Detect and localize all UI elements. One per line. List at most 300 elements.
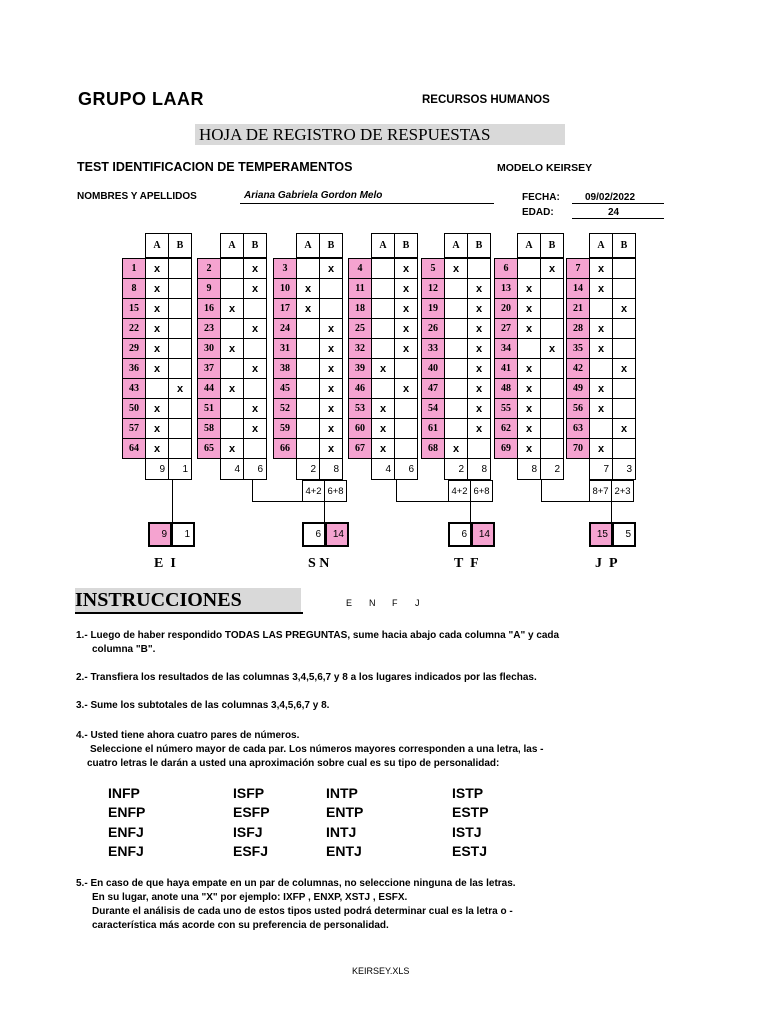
question-number: 69 (494, 438, 518, 459)
answer-b-cell (540, 378, 564, 399)
answer-a-cell: x (444, 258, 468, 279)
answer-b-cell (168, 298, 192, 319)
question-number: 63 (566, 418, 590, 439)
question-number: 38 (273, 358, 297, 379)
question-number: 11 (348, 278, 372, 299)
sum-a-cell: 7 (589, 458, 613, 480)
column-header-b: B (243, 233, 267, 258)
total-letters: J P (595, 556, 618, 571)
personality-type: INTJ (326, 824, 357, 840)
date-underline (572, 203, 664, 204)
total-left-cell: 9 (148, 522, 172, 547)
question-number: 57 (122, 418, 146, 439)
question-number: 33 (421, 338, 445, 359)
model-name: MODELO KEIRSEY (497, 162, 593, 174)
connector-line (252, 480, 253, 502)
answer-b-cell: x (394, 318, 418, 339)
instruction-4c: cuatro letras le darán a usted una aproximación sobre cual es su tipo de personalidad: (87, 758, 500, 769)
question-number: 10 (273, 278, 297, 299)
answer-b-cell: x (467, 298, 491, 319)
answer-b-cell: x (467, 378, 491, 399)
answer-b-cell (168, 278, 192, 299)
question-number: 52 (273, 398, 297, 419)
question-number: 41 (494, 358, 518, 379)
answer-a-cell: x (145, 318, 169, 339)
answer-b-cell (394, 398, 418, 419)
answer-b-cell: x (243, 318, 267, 339)
answer-b-cell: x (243, 358, 267, 379)
answer-b-cell (168, 418, 192, 439)
answer-a-cell (220, 398, 244, 419)
question-number: 40 (421, 358, 445, 379)
answer-a-cell (220, 278, 244, 299)
answer-a-cell (371, 278, 395, 299)
answer-b-cell: x (319, 398, 343, 419)
question-number: 26 (421, 318, 445, 339)
question-number: 3 (273, 258, 297, 279)
answer-a-cell (145, 378, 169, 399)
answer-b-cell (168, 318, 192, 339)
column-header-b: B (467, 233, 491, 258)
question-number: 23 (197, 318, 221, 339)
total-letters: T F (454, 556, 479, 571)
answer-b-cell: x (467, 418, 491, 439)
sum-a-cell: 4 (220, 458, 244, 480)
answer-b-cell: x (243, 398, 267, 419)
answer-b-cell: x (467, 338, 491, 359)
answer-b-cell: x (540, 258, 564, 279)
question-number: 51 (197, 398, 221, 419)
answer-a-cell (371, 378, 395, 399)
question-number: 60 (348, 418, 372, 439)
instruction-3: 3.- Sume los subtotales de las columnas 3,4,5,6,7 y 8. (76, 700, 330, 711)
instruction-1a: 1.- Luego de haber respondido TODAS LAS PREGUNTAS, sume hacia abajo cada columna "A" y cada (76, 630, 560, 641)
answer-a-cell (444, 358, 468, 379)
answer-a-cell (220, 318, 244, 339)
answer-a-cell (444, 318, 468, 339)
age-underline (572, 218, 664, 219)
sum-a-cell: 2 (296, 458, 320, 480)
answer-a-cell: x (145, 338, 169, 359)
total-letters: E I (154, 556, 176, 571)
answer-a-cell (589, 298, 613, 319)
date-value: 09/02/2022 (585, 192, 636, 203)
answer-a-cell: x (589, 438, 613, 459)
question-number: 43 (122, 378, 146, 399)
answer-a-cell (220, 418, 244, 439)
answer-a-cell: x (589, 258, 613, 279)
date-label: FECHA: (522, 192, 560, 203)
question-number: 30 (197, 338, 221, 359)
answer-b-cell (168, 438, 192, 459)
answer-a-cell: x (145, 398, 169, 419)
answer-b-cell: x (394, 338, 418, 359)
answer-b-cell: x (319, 418, 343, 439)
answer-a-cell: x (220, 378, 244, 399)
instruction-1b: columna "B". (92, 644, 156, 655)
column-header-b: B (612, 233, 636, 258)
question-number: 50 (122, 398, 146, 419)
answer-b-cell (243, 438, 267, 459)
answer-b-cell (612, 338, 636, 359)
connector-line (541, 501, 589, 502)
question-number: 1 (122, 258, 146, 279)
result-letter: E (346, 598, 353, 608)
question-number: 37 (197, 358, 221, 379)
result-letters (346, 598, 438, 608)
question-number: 47 (421, 378, 445, 399)
sum-b-cell: 8 (467, 458, 491, 480)
question-number: 48 (494, 378, 518, 399)
question-number: 64 (122, 438, 146, 459)
question-number: 13 (494, 278, 518, 299)
answer-b-cell (168, 358, 192, 379)
answer-b-cell: x (467, 398, 491, 419)
connector-line (396, 501, 448, 502)
answer-b-cell (612, 438, 636, 459)
sum-b-cell: 3 (612, 458, 636, 480)
answer-b-cell: x (540, 338, 564, 359)
question-number: 59 (273, 418, 297, 439)
age-label: EDAD: (522, 207, 554, 218)
sum-b-cell: 6 (394, 458, 418, 480)
total-right-cell: 5 (612, 522, 636, 547)
answer-a-cell: x (517, 418, 541, 439)
column-header-b: B (319, 233, 343, 258)
answer-b-cell (394, 418, 418, 439)
sum-b-cell: 8 (319, 458, 343, 480)
answer-a-cell: x (371, 418, 395, 439)
answer-a-cell (371, 258, 395, 279)
personality-type: ISFP (233, 785, 265, 801)
answer-a-cell (444, 298, 468, 319)
connector-line (252, 501, 302, 502)
answer-b-cell (612, 278, 636, 299)
answer-b-cell (467, 258, 491, 279)
answer-a-cell (371, 298, 395, 319)
answer-b-cell (612, 258, 636, 279)
result-letter: N (369, 598, 376, 608)
answer-b-cell (540, 318, 564, 339)
answer-a-cell: x (589, 278, 613, 299)
answer-b-cell: x (319, 358, 343, 379)
company-name: GRUPO LAAR (78, 89, 204, 109)
names-underline (240, 203, 494, 204)
answer-b-cell: x (168, 378, 192, 399)
instruction-5d: característica más acorde con su preferencia de personalidad. (92, 920, 389, 931)
answer-b-cell (540, 398, 564, 419)
column-header-a: A (589, 233, 613, 258)
personality-type: ENFJ (108, 824, 144, 840)
personality-type: ENTJ (326, 843, 362, 859)
question-number: 29 (122, 338, 146, 359)
personality-type: ISTP (452, 785, 484, 801)
answer-b-cell (540, 278, 564, 299)
answer-a-cell (296, 378, 320, 399)
answer-b-cell: x (467, 358, 491, 379)
question-number: 22 (122, 318, 146, 339)
answer-b-cell: x (467, 278, 491, 299)
connector-line (396, 480, 397, 502)
column-header-a: A (220, 233, 244, 258)
age-value: 24 (608, 207, 620, 218)
answer-a-cell: x (589, 338, 613, 359)
question-number: 56 (566, 398, 590, 419)
question-number: 55 (494, 398, 518, 419)
total-left-cell: 6 (302, 522, 326, 547)
answer-b-cell (467, 438, 491, 459)
question-number: 66 (273, 438, 297, 459)
answer-a-cell (444, 398, 468, 419)
connector-line (541, 480, 542, 502)
question-number: 39 (348, 358, 372, 379)
sum-a-cell: 9 (145, 458, 169, 480)
connector-line (324, 502, 325, 522)
answer-b-cell: x (243, 278, 267, 299)
answer-a-cell: x (145, 298, 169, 319)
answer-b-cell (540, 438, 564, 459)
instructions-heading (75, 588, 303, 614)
personality-type: ENFP (108, 804, 146, 820)
answer-b-cell (394, 358, 418, 379)
answer-b-cell (168, 398, 192, 419)
answer-b-cell (319, 298, 343, 319)
sum-a-cell: 2 (444, 458, 468, 480)
question-number: 28 (566, 318, 590, 339)
instruction-5a: 5.- En caso de que haya empate en un par de columnas, no seleccione ninguna de las letras. (76, 878, 516, 889)
question-number: 31 (273, 338, 297, 359)
question-number: 42 (566, 358, 590, 379)
personality-type: ESFJ (233, 843, 269, 859)
question-number: 4 (348, 258, 372, 279)
answer-a-cell (444, 278, 468, 299)
question-number: 58 (197, 418, 221, 439)
answer-a-cell (444, 418, 468, 439)
instruction-4a: 4.- Usted tiene ahora cuatro pares de números. (76, 730, 300, 741)
sum-a-cell: 4 (371, 458, 395, 480)
connector-line (172, 480, 173, 522)
answer-a-cell (589, 358, 613, 379)
answer-a-cell: x (589, 398, 613, 419)
answer-b-cell (540, 298, 564, 319)
answer-a-cell (296, 418, 320, 439)
names-label: NOMBRES Y APELLIDOS (77, 191, 197, 202)
form-title: HOJA DE REGISTRO DE RESPUESTAS (195, 124, 565, 145)
question-number: 67 (348, 438, 372, 459)
question-number: 45 (273, 378, 297, 399)
question-number: 35 (566, 338, 590, 359)
question-number: 6 (494, 258, 518, 279)
total-right-cell: 1 (171, 522, 195, 547)
result-letter: F (392, 598, 398, 608)
instruction-4b: Seleccione el número mayor de cada par. Los números mayores corresponden a una letra, las - (90, 744, 544, 755)
answer-b-cell: x (319, 258, 343, 279)
personality-type: ESTJ (452, 843, 488, 859)
answer-b-cell: x (394, 258, 418, 279)
instruction-5b: En su lugar, anote una "X" por ejemplo: IXFP , ENXP, XSTJ , ESFX. (92, 892, 408, 903)
answer-a-cell: x (220, 338, 244, 359)
personality-type: ISTJ (452, 824, 482, 840)
answer-a-cell: x (145, 418, 169, 439)
question-number: 36 (122, 358, 146, 379)
answer-b-cell (243, 378, 267, 399)
formula-cell: 8+7 (589, 480, 612, 502)
total-right-cell: 14 (471, 522, 495, 547)
answer-a-cell: x (517, 378, 541, 399)
formula-cell: 6+8 (324, 480, 347, 502)
column-header-b: B (540, 233, 564, 258)
answer-a-cell: x (145, 438, 169, 459)
question-number: 46 (348, 378, 372, 399)
column-header-a: A (371, 233, 395, 258)
answer-a-cell (296, 258, 320, 279)
total-right-cell: 14 (325, 522, 349, 547)
question-number: 65 (197, 438, 221, 459)
answer-a-cell: x (220, 298, 244, 319)
sum-b-cell: 2 (540, 458, 564, 480)
column-header-b: B (394, 233, 418, 258)
personality-type: INTP (326, 785, 358, 801)
personality-type: ESTP (452, 804, 489, 820)
answer-a-cell: x (145, 278, 169, 299)
total-left-cell: 6 (448, 522, 472, 547)
connector-line (470, 502, 471, 522)
answer-a-cell: x (517, 438, 541, 459)
answer-a-cell: x (444, 438, 468, 459)
question-number: 15 (122, 298, 146, 319)
question-number: 7 (566, 258, 590, 279)
answer-b-cell: x (394, 278, 418, 299)
question-number: 25 (348, 318, 372, 339)
question-number: 17 (273, 298, 297, 319)
total-letters: S N (308, 556, 330, 571)
answer-a-cell: x (296, 298, 320, 319)
sum-b-cell: 6 (243, 458, 267, 480)
answer-a-cell (444, 378, 468, 399)
question-number: 34 (494, 338, 518, 359)
answer-a-cell: x (145, 358, 169, 379)
formula-cell: 4+2 (302, 480, 325, 502)
answer-b-cell (394, 438, 418, 459)
footer-filename: KEIRSEY.XLS (352, 966, 410, 976)
answer-a-cell (296, 338, 320, 359)
question-number: 19 (421, 298, 445, 319)
answer-b-cell (612, 318, 636, 339)
answer-b-cell: x (394, 298, 418, 319)
personality-type: ENTP (326, 804, 364, 820)
answer-b-cell: x (243, 418, 267, 439)
question-number: 27 (494, 318, 518, 339)
test-name: TEST IDENTIFICACION DE TEMPERAMENTOS (77, 160, 353, 174)
answer-b-cell (243, 298, 267, 319)
answer-a-cell (371, 318, 395, 339)
result-letter: J (415, 598, 420, 608)
question-number: 68 (421, 438, 445, 459)
question-number: 2 (197, 258, 221, 279)
question-number: 18 (348, 298, 372, 319)
answer-a-cell: x (371, 358, 395, 379)
answer-a-cell: x (220, 438, 244, 459)
question-number: 53 (348, 398, 372, 419)
column-header-a: A (296, 233, 320, 258)
answer-a-cell: x (517, 318, 541, 339)
answer-a-cell (589, 418, 613, 439)
column-header-a: A (444, 233, 468, 258)
answer-b-cell (612, 398, 636, 419)
question-number: 20 (494, 298, 518, 319)
question-number: 24 (273, 318, 297, 339)
question-number: 54 (421, 398, 445, 419)
question-number: 8 (122, 278, 146, 299)
answer-a-cell: x (371, 398, 395, 419)
answer-b-cell: x (394, 378, 418, 399)
answer-b-cell: x (612, 418, 636, 439)
formula-cell: 6+8 (470, 480, 493, 502)
answer-a-cell (371, 338, 395, 359)
answer-b-cell (540, 418, 564, 439)
answer-a-cell: x (296, 278, 320, 299)
answer-b-cell: x (243, 258, 267, 279)
answer-b-cell: x (319, 438, 343, 459)
question-number: 5 (421, 258, 445, 279)
answer-a-cell (296, 438, 320, 459)
answer-b-cell (168, 258, 192, 279)
answer-a-cell (296, 398, 320, 419)
answer-a-cell (220, 358, 244, 379)
answer-b-cell: x (467, 318, 491, 339)
answer-a-cell (517, 258, 541, 279)
answer-a-cell: x (517, 298, 541, 319)
answer-b-cell (168, 338, 192, 359)
answer-a-cell: x (517, 358, 541, 379)
column-header-a: A (145, 233, 169, 258)
sum-b-cell: 1 (168, 458, 192, 480)
question-number: 70 (566, 438, 590, 459)
column-header-b: B (168, 233, 192, 258)
answer-b-cell (319, 278, 343, 299)
instructions-heading-text: INSTRUCCIONES (75, 588, 301, 612)
names-value: Ariana Gabriela Gordon Melo (244, 190, 383, 201)
formula-cell: 4+2 (448, 480, 471, 502)
personality-type: ISFJ (233, 824, 263, 840)
question-number: 12 (421, 278, 445, 299)
question-number: 14 (566, 278, 590, 299)
personality-type: ESFP (233, 804, 270, 820)
answer-b-cell: x (612, 358, 636, 379)
answer-a-cell (296, 318, 320, 339)
question-number: 49 (566, 378, 590, 399)
question-number: 62 (494, 418, 518, 439)
column-header-a: A (517, 233, 541, 258)
answer-b-cell (540, 358, 564, 379)
answer-a-cell: x (517, 398, 541, 419)
answer-b-cell (243, 338, 267, 359)
answer-a-cell (517, 338, 541, 359)
answer-b-cell: x (612, 298, 636, 319)
answer-a-cell (444, 338, 468, 359)
total-left-cell: 15 (589, 522, 613, 547)
personality-type: ENFJ (108, 843, 144, 859)
sum-a-cell: 8 (517, 458, 541, 480)
question-number: 44 (197, 378, 221, 399)
instruction-2: 2.- Transfiera los resultados de las columnas 3,4,5,6,7 y 8 a los lugares indicados por las flechas. (76, 672, 537, 683)
answer-a-cell (296, 358, 320, 379)
formula-cell: 2+3 (611, 480, 634, 502)
answer-a-cell: x (517, 278, 541, 299)
answer-a-cell: x (145, 258, 169, 279)
question-number: 21 (566, 298, 590, 319)
answer-b-cell: x (319, 338, 343, 359)
